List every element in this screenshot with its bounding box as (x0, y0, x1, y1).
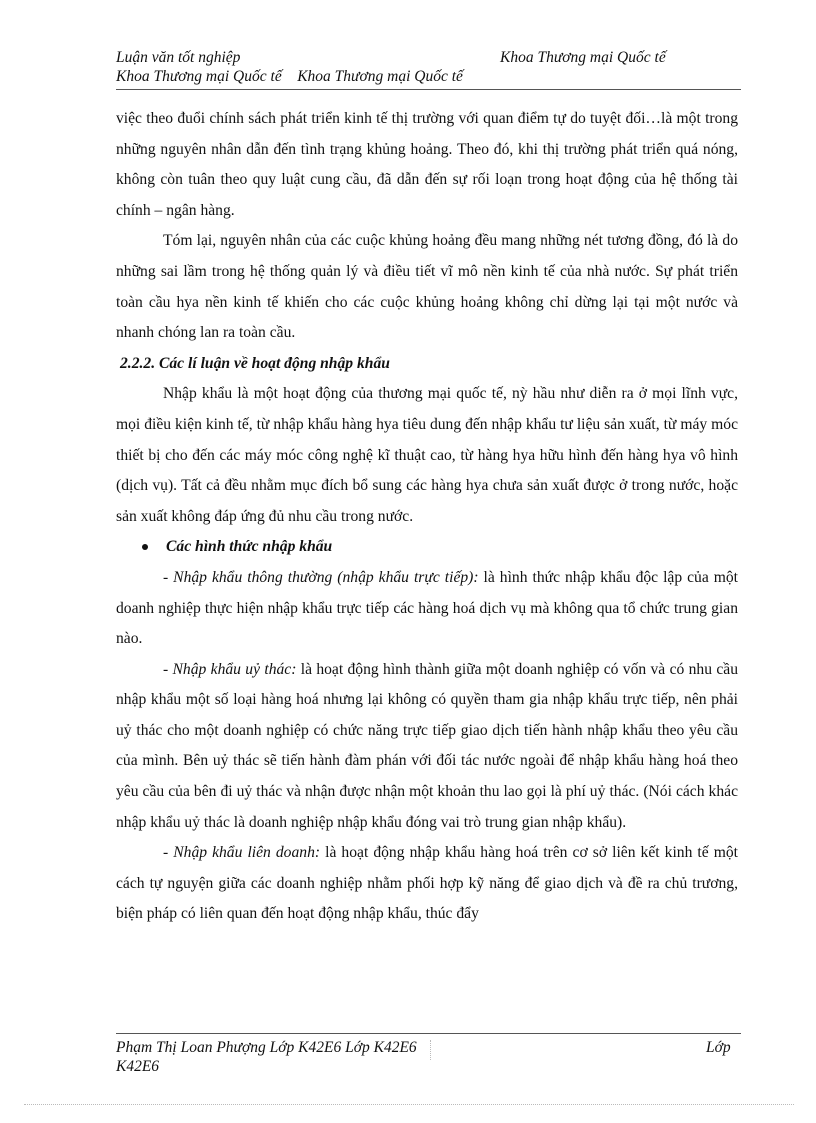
footer-line2: K42E6 (116, 1058, 160, 1075)
header-right-title: Khoa Thương mại Quốc tế (500, 49, 666, 66)
import-type-3-text: là hoạt động nhập khẩu hàng hoá trên cơ sở liên kết kinh tế một cách tự nguyện giữa các doanh nghiệp nhằm phối hợp kỹ năng để giao dịch và đề ra chủ trương, biện pháp có liên quan đến hoạt động nhập khẩu, thúc đẩy (116, 844, 738, 923)
import-type-2-text: là hoạt động hình thành giữa một doanh nghiệp có vốn và có nhu cầu nhập khẩu một số loại hàng hoá nhưng lại không có quyền tham gia nhập khẩu trực tiếp, nên phải uỷ thác cho một doanh nghiệp có chức năng trực tiếp giao dịch tiến hành nhập khẩu theo yêu cầu của mình. Bên uỷ thác sẽ tiến hành đàm phán với đối tác nước ngoài để nhập khẩu hàng hoá theo yêu cầu của bên đi uỷ thác và nhận được nhận một khoản thu lao gọi là phí uỷ thác. (Nói cách khác nhập khẩu uỷ thác là doanh nghiệp nhập khẩu đóng vai trò trung gian nhập khẩu). (116, 660, 738, 831)
footer-right: Lớp (706, 1039, 731, 1056)
paragraph-1: việc theo đuổi chính sách phát triển kinh tế thị trường với quan điểm tự do tuyệt đối…là một trong những nguyên nhân dẫn đến tình trạng khủng hoảng. Theo đó, khi thị trường phát triển quá nóng, không còn tuân theo quy luật cung cầu, đã dẫn đến sự rối loạn trong hoạt động của hệ thống tài chính – ngân hàng. (116, 110, 738, 219)
import-type-1 (116, 563, 738, 655)
header-left-title: Luận văn tốt nghiệp (116, 49, 241, 66)
import-type-2 (116, 655, 738, 839)
paragraph-3: Nhập khẩu là một hoạt động của thương mại quốc tế, nỳ hầu như diễn ra ở mọi lĩnh vực, mọi điều kiện kinh tế, từ nhập khẩu hàng hya tiêu dung đến nhập khẩu tư liệu sản xuất, từ máy móc thiết bị cho đến các máy móc công nghệ kĩ thuật cao, từ hàng hya hữu hình đến hàng hya vô hình (dịch vụ). Tất cả đều nhằm mục đích bổ sung các hàng hya chưa sản xuất được ở trong nước, hoặc sản xuất không đáp ứng đủ nhu cầu trong nước. (116, 385, 738, 525)
page-boundary (24, 1104, 794, 1105)
import-type-3 (116, 838, 738, 930)
paragraph-2: Tóm lại, nguyên nhân của các cuộc khủng hoảng đều mang những nét tương đồng, đó là do những sai lầm trong hệ thống quản lý và điều tiết vĩ mô nền kinh tế của nhà nước. Sự phát triển toàn cầu hya nền kinh tế khiến cho các cuộc khủng hoảng không chỉ dừng lại tại một nước và nhanh chóng lan ra toàn cầu. (116, 232, 738, 342)
document-body (116, 104, 738, 930)
import-type-1-text: là hình thức nhập khẩu độc lập của một doanh nghiệp thực hiện nhập khẩu trực tiếp các hàng hoá dịch vụ mà không qua tổ chức trung gian nào. (116, 568, 739, 648)
footer-left: Phạm Thị Loan Phượng Lớp K42E6 Lớp K42E6 (116, 1039, 417, 1056)
bullet-label: Các hình thức nhập khẩu (166, 538, 333, 556)
header-divider (116, 89, 741, 90)
import-type-2-label: - Nhập khẩu uỷ thác: (163, 660, 297, 678)
bullet-item (116, 532, 738, 563)
page-edge-marker (430, 1040, 431, 1060)
section-heading: 2.2.2. Các lí luận về hoạt động nhập khẩu (120, 354, 390, 372)
import-type-1-label: - Nhập khẩu thông thường (nhập khẩu trực tiếp): (163, 568, 479, 586)
footer-divider (116, 1033, 741, 1034)
header-subtitle: Khoa Thương mại Quốc tế Khoa Thương mại Quốc tế (116, 68, 463, 85)
import-type-3-label: - Nhập khẩu liên doanh: (163, 844, 321, 862)
